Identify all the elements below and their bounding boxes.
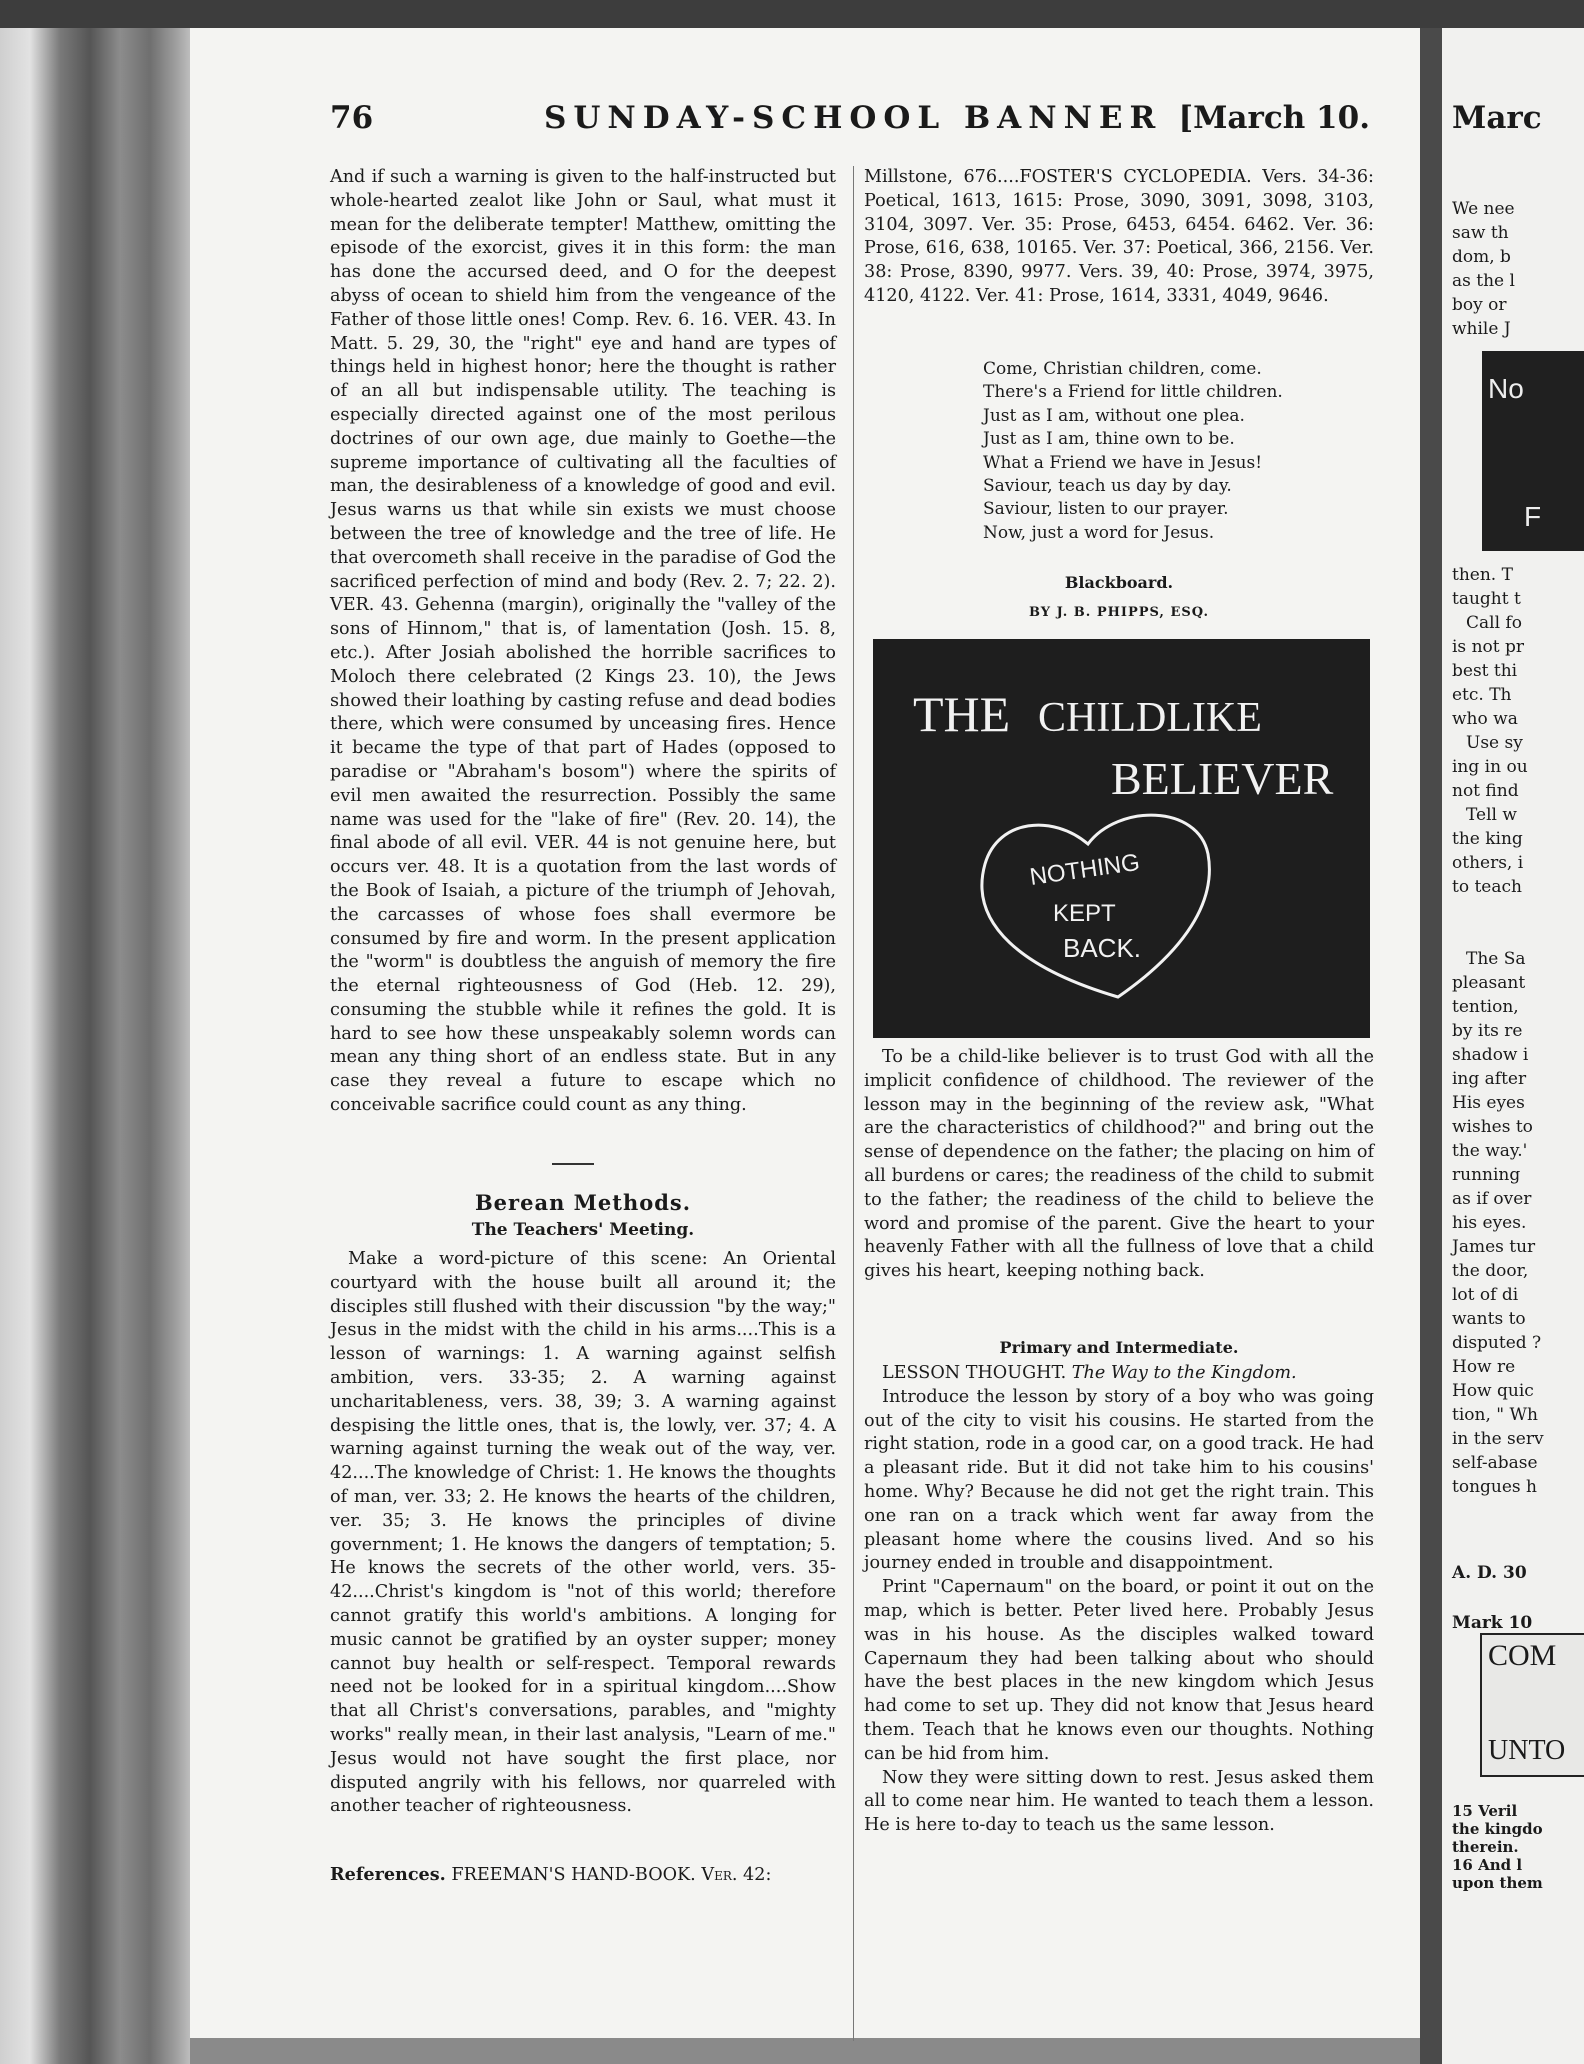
scan-top-edge: [0, 0, 1584, 28]
next-page-line: not find: [1452, 781, 1519, 801]
next-page-line: dom, b: [1452, 247, 1511, 267]
next-page-line: the way.': [1452, 1141, 1528, 1161]
next-page-fragment: [1442, 28, 1584, 2064]
next-page-line: then. T: [1452, 565, 1513, 585]
blackboard-explanation: [864, 1046, 1374, 1284]
next-page-line: lot of di: [1452, 1285, 1519, 1305]
engraving-text: COM: [1488, 1639, 1557, 1672]
page-number: 76: [330, 100, 374, 136]
issue-date: [March 10.: [1178, 100, 1370, 136]
primary-section: [864, 1362, 1374, 1838]
next-page-heading: A. D. 30: [1452, 1563, 1527, 1583]
references-text: FREEMAN'S HAND-BOOK. Ver. 42:: [451, 1865, 772, 1885]
hymn-line: There's a Friend for little children.: [983, 382, 1283, 403]
next-page-line: shadow i: [1452, 1045, 1529, 1065]
next-page-line: who wa: [1452, 709, 1518, 729]
next-page-line: pleasant: [1452, 973, 1526, 993]
next-page-line: best thi: [1452, 661, 1518, 681]
next-page-line: others, i: [1452, 853, 1524, 873]
hymn-list: [983, 358, 1283, 545]
lesson-thought: [864, 1362, 1374, 1386]
lesson-thought-title: The Way to the Kingdom.: [1071, 1363, 1297, 1383]
next-page-line: 15 Veril: [1452, 1802, 1518, 1820]
next-page-header: Marc: [1452, 100, 1542, 136]
box-text: F: [1524, 501, 1542, 532]
next-page-line: ing after: [1452, 1069, 1527, 1089]
references-continued-text: Millstone, 676....FOSTER'S CYCLOPEDIA. Vers. 34-36: Poetical, 1613, 1615: Prose, 3090, 3091, 3098, 3103, 3104, 3097. Ver. 35: Prose, 6453, 6454. 6462. Ver. 36: Prose, 616, 638, 10165. Ver. 37: Poetical, 366, 2156. Ver. 38: Prose, 8390, 9977. Vers. 39, 40: Prose, 3974, 3975, 4120, 4122. Ver. 41: Prose, 1614, 3331, 4049, 9646.: [864, 167, 1374, 306]
next-page-line: We nee: [1452, 199, 1515, 219]
next-page-line: the door,: [1452, 1261, 1529, 1281]
next-page-line: His eyes: [1452, 1093, 1525, 1113]
teachers-meeting-heading: The Teachers' Meeting.: [471, 1220, 695, 1240]
references-continued: [864, 166, 1374, 309]
hymn-line: Just as I am, thine own to be.: [983, 429, 1235, 450]
next-page-line: saw th: [1452, 223, 1509, 243]
commentary-text: And if such a warning is given to the half-instructed but whole-hearted zealot like John or Saul, what must it mean for the deliberate tempter! Matthew, omitting the episode of the exorcist, gives it in this form: the man has done the accursed deed, and O for the deepest abyss of ocean to shield him from the vengeance of the Father of those little ones! Comp. Rev. 6. 16. VER. 43. In Matt. 5. 29, 30, the "right" eye and hand are types of things held in highest honor; here the thought is rather of an all but indispensable utility. The teaching is especially directed against one of the most perilous doctrines of our own age, due mainly to Goethe—the supreme importance of cultivating all the faculties of man, the desirableness of a knowledge of good and evil. Jesus warns us that while sin exists we must choose between the tree of knowledge and the tree of life. He that overcometh shall receive in the paradise of God the sacrificed perfection of mind and body (Rev. 2. 7; 22. 2). VER. 43. Gehenna (margin), originally the "valley of the sons of Hinnom," that is, of lamentation (Josh. 15. 8, etc.). After Josiah abolished the horrible sacrifices to Moloch there celebrated (2 Kings 23. 10), the Jews showed their loathing by casting refuse and dead bodies there, which were consumed by unceasing fires. Hence it became the type of that part of Hades (opposed to paradise or "Abraham's bosom") where the spirits of evil men awaited the resurrection. Possibly the same name was used for the "lake of fire" (Rev. 20. 14), the final abode of all evil. VER. 44 is not genuine here, but occurs ver. 48. It is a quotation from the last words of the Book of Isaiah, a picture of the triumph of Jehovah, the carcasses of whose foes shall evermore be consumed by fire and worm. In the present application the "worm" is doubtless the anguish of memory the fire the eternal righteousness of God (Heb. 12. 29), consuming the stubble while it refines the gold. It is hard to see how these unspeakably solemn words can mean any thing short of an endless state. But in any case they reveal a future to escape which no conceivable sacrifice could count as any thing.: [330, 167, 836, 1116]
next-page-line: by its re: [1452, 1021, 1523, 1041]
box-text: No: [1488, 373, 1524, 404]
next-page-line: while J: [1452, 319, 1511, 339]
next-page-line: wishes to: [1452, 1117, 1533, 1137]
hymn-line: Just as I am, without one plea.: [983, 405, 1245, 426]
next-page-line: tion, " Wh: [1452, 1405, 1538, 1425]
next-page-line: disputed ?: [1452, 1333, 1542, 1353]
heart-text-3: BACK.: [1063, 933, 1142, 963]
next-page-line: upon them: [1452, 1874, 1543, 1892]
hymn-line: Come, Christian children, come.: [983, 359, 1262, 379]
references: [330, 1864, 836, 1885]
next-page-line: running: [1452, 1165, 1521, 1185]
commentary-paragraph: [330, 166, 836, 1118]
byline: BY J. B. PHIPPS, ESQ.: [1029, 605, 1209, 620]
next-page-line: etc. Th: [1452, 685, 1512, 705]
next-page-line: 16 And l: [1452, 1856, 1523, 1874]
engraving-text: UNTO: [1488, 1735, 1566, 1766]
next-page-line: the king: [1452, 829, 1523, 849]
next-page-line: self-abase: [1452, 1453, 1538, 1473]
next-page-line: How quic: [1452, 1381, 1534, 1401]
next-page-line: the kingdo: [1452, 1820, 1543, 1838]
heart-text-1: NOTHING: [1028, 848, 1142, 891]
next-page-line: Call fo: [1466, 613, 1522, 633]
next-page-line: tongues h: [1452, 1477, 1537, 1497]
next-page-heading: Mark 10: [1452, 1613, 1533, 1633]
running-title: SUNDAY-SCHOOL BANNER: [544, 100, 1163, 136]
next-page-line: The Sa: [1466, 949, 1526, 969]
blackboard-explanation-text: To be a child-like believer is to trust God with all the implicit confidence of childhood. The reviewer of the lesson may in the beginning of the review ask, "What are the characteristics of childhood?" and bring out the sense of dependence on the father; the placing on him of all burdens or cares; the readiness of the child to submit to the father; the readiness of the child to believe the word and promise of the parent. Give the heart to your heavenly Father with all the fullness of love that a child gives his heart, keeping nothing back.: [864, 1047, 1374, 1282]
next-page-line: taught t: [1452, 589, 1521, 609]
page-gutter: [1420, 28, 1442, 2064]
next-page-blackboard: [1482, 351, 1584, 551]
next-page-line: boy or: [1452, 295, 1507, 315]
board-title-1: THE: [913, 686, 1011, 742]
berean-heading: Berean Methods.: [474, 1190, 692, 1215]
blackboard-heading: Blackboard.: [1064, 573, 1174, 592]
column-rule: [853, 166, 854, 2041]
next-page-line: James tur: [1452, 1237, 1536, 1257]
running-header: [330, 100, 1370, 144]
heart-text-2: KEPT: [1053, 900, 1116, 927]
next-page-line: as the l: [1452, 271, 1515, 291]
primary-heading: Primary and Intermediate.: [999, 1338, 1239, 1357]
teachers-meeting-text: Make a word-picture of this scene: An Oriental courtyard with the house built all around it; the disciples still flushed with their discussion "by the way;" Jesus in the midst with the child in his arms....This is a lesson of warnings: 1. A warning against selfish ambition, vers. 33-35; 2. A warning against uncharitableness, vers. 38, 39; 3. A warning against despising the little ones, that is, the lowly, ver. 37; 4. A warning against turning the weak out of the way, ver. 42....The knowledge of Christ: 1. He knows the thoughts of man, ver. 33; 2. He knows the hearts of the children, ver. 35; 3. He knows the principles of divine government; 1. He knows the dangers of temptation; 5. He knows the secrets of the other world, vers. 35-42....Christ's kingdom is "not of this world; therefore cannot gratify this world's ambitions. A longing for music cannot be gratified by an oyster supper; money cannot buy health or self-respect. Temporal rewards need not be looked for in a spiritual kingdom....Show that all Christ's conversations, parables, and "mighty works" really mean, in their last analysis, "Learn of me." Jesus would not have sought the first place, nor disputed angrily with his fellows, nor quarreled with another teacher of righteousness.: [330, 1249, 836, 1817]
next-page-line: wants to: [1452, 1309, 1526, 1329]
next-page-line: to teach: [1452, 877, 1522, 897]
next-page-line: Use sy: [1466, 733, 1523, 753]
next-page-line: tention,: [1452, 997, 1519, 1017]
teachers-meeting-section: [330, 1248, 836, 1819]
next-page-line: his eyes.: [1452, 1213, 1527, 1233]
next-page-line: is not pr: [1452, 637, 1524, 657]
blackboard-illustration: [873, 639, 1370, 1038]
next-page-line: How re: [1452, 1357, 1516, 1377]
blackboard-drawing: [873, 639, 1370, 1038]
lesson-thought-label: LESSON THOUGHT.: [882, 1363, 1067, 1383]
section-divider: [552, 1163, 594, 1165]
book-binding: [0, 28, 190, 2064]
board-title-2: CHILDLIKE: [1038, 695, 1262, 741]
primary-paragraph: Print "Capernaum" on the board, or point it out on the map, which is better. Peter lived here. Probably Jesus was in his house. As the disciples walked toward Capernaum they had been talking about who should have the best places in the new kingdom which Jesus had come to set up. They did not know that Jesus heard them. Teach that he knows even our thoughts. Nothing can be hid from him.: [864, 1577, 1374, 1764]
references-label: References.: [330, 1864, 446, 1885]
next-page-line: Tell w: [1466, 805, 1517, 825]
next-page-line: in the serv: [1452, 1429, 1544, 1449]
hymn-line: Saviour, teach us day by day.: [983, 476, 1232, 497]
primary-paragraph: Introduce the lesson by story of a boy who was going out of the city to visit his cousins. He started from the right station, rode in a good car, on a good track. He had a pleasant ride. But it did not take him to his cousins' home. Why? Because he did not get the right train. This one ran on a track which went far away from the pleasant home where the cousins lived. And so his journey ended in trouble and disappointment.: [864, 1386, 1374, 1574]
next-page-engraving: [1480, 1633, 1584, 1777]
hymn-line: Now, just a word for Jesus.: [983, 522, 1215, 543]
next-page-line: ing in ou: [1452, 757, 1528, 777]
board-title-3: BELIEVER: [1111, 753, 1334, 804]
hymn-line: What a Friend we have in Jesus!: [983, 452, 1263, 473]
next-page-line: therein.: [1452, 1838, 1519, 1856]
next-page-line: as if over: [1452, 1189, 1532, 1209]
hymn-line: Saviour, listen to our prayer.: [983, 499, 1229, 520]
primary-paragraph: Now they were sitting down to rest. Jesus asked them all to come near him. He wanted to teach them a lesson. He is here to-day to teach us the same lesson.: [864, 1767, 1374, 1836]
